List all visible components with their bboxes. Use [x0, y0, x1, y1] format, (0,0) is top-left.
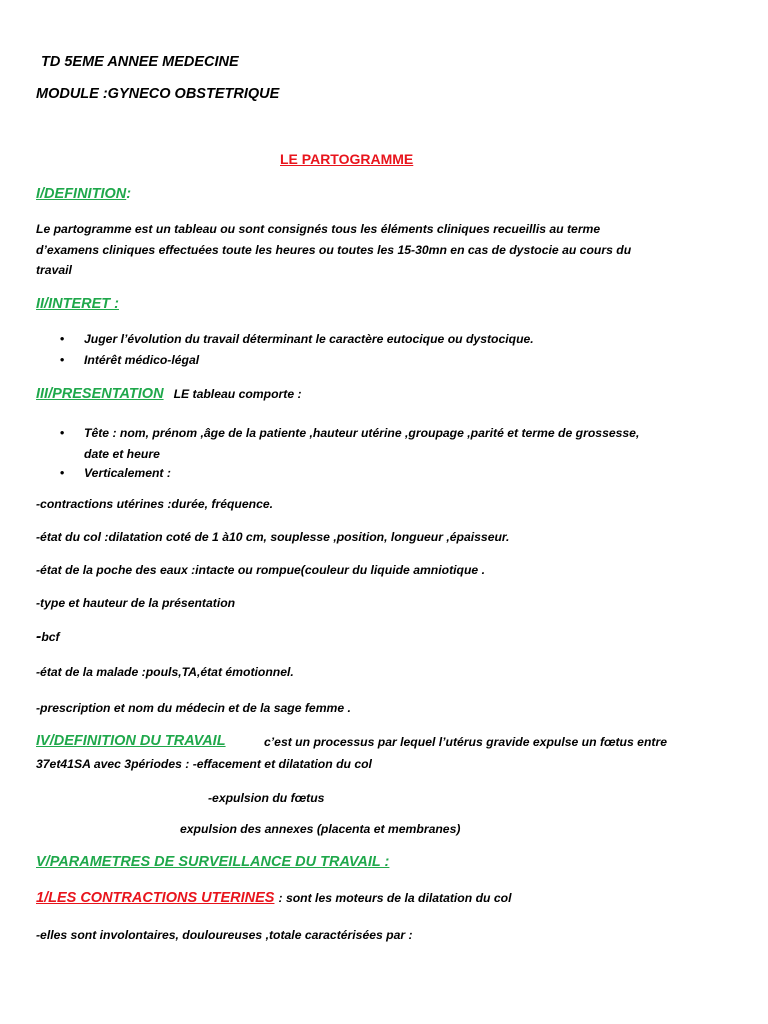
presentation-bullet-1-line-1: Tête : nom, prénom ,âge de la patiente ,hauteur utérine ,groupage ,parité et terme de grossesse, [84, 426, 640, 440]
presentation-bullet-2: • Verticalement : [60, 466, 639, 480]
travail-line-3: -expulsion du fœtus [208, 791, 325, 805]
section-interet-title: II/INTERET : [36, 296, 119, 312]
section-presentation-heading [36, 386, 302, 402]
presentation-item-6: -état de la malade :pouls,TA,état émotionnel. [36, 665, 294, 679]
subsection-contractions-text: : sont les moteurs de la dilatation du col [278, 891, 512, 905]
page-title: LE PARTOGRAMME [280, 151, 414, 167]
section-definition-heading [36, 186, 131, 202]
interet-bullet-1: • Juger l’évolution du travail déterminant le caractère eutocique ou dystocique. [60, 332, 534, 346]
interet-list [60, 332, 534, 367]
bcf-dash: - [36, 628, 42, 645]
presentation-item-7: -prescription et nom du médecin et de la sage femme . [36, 701, 351, 715]
presentation-item-3: -état de la poche des eaux :intacte ou rompue(couleur du liquide amniotique . [36, 563, 485, 577]
presentation-item-2: -état du col :dilatation coté de 1 à10 cm, souplesse ,position, longueur ,épaisseur. [36, 530, 510, 544]
section-surveillance-heading [36, 854, 389, 870]
presentation-item-1: -contractions utérines :durée, fréquence. [36, 497, 274, 511]
presentation-list [60, 423, 639, 480]
bcf-label: bcf [41, 630, 60, 644]
subsection-contractions-title: 1/LES CONTRACTIONS UTERINES [36, 890, 275, 906]
section-definition-colon: : [126, 186, 132, 202]
header-line-2: MODULE :GYNECO OBSTETRIQUE [36, 86, 280, 102]
section-presentation-title: III/PRESENTATION [36, 386, 164, 402]
definition-line-3: travail [36, 263, 72, 277]
section-presentation-suffix: LE tableau comporte : [173, 387, 302, 401]
section-surveillance-title: V/PARAMETRES DE SURVEILLANCE DU TRAVAIL : [36, 854, 390, 870]
contractions-line-1: -elles sont involontaires, douloureuses ,totale caractérisées par : [36, 928, 413, 942]
presentation-item-5 [36, 628, 60, 646]
definition-line-2: d’examens cliniques effectuées toute les heures ou toutes les 15-30mn en cas de dystocie au cours du [36, 243, 632, 257]
definition-line-1: Le partogramme est un tableau ou sont consignés tous les éléments cliniques recueillis au terme [36, 222, 601, 236]
section-travail-title: IV/DEFINITION DU TRAVAIL [36, 733, 226, 749]
header-line-1: TD 5EME ANNEE MEDECINE [41, 54, 239, 70]
subsection-contractions-heading [36, 890, 511, 906]
section-travail-heading [36, 733, 232, 749]
section-interet-heading [36, 296, 119, 312]
presentation-bullet-1 [60, 423, 639, 465]
section-definition-title: I/DEFINITION [36, 186, 127, 202]
travail-line-2: 37et41SA avec 3périodes : -effacement et dilatation du col [36, 757, 372, 771]
travail-line-1: c’est un processus par lequel l’utérus gravide expulse un fœtus entre [264, 735, 667, 749]
interet-bullet-2: • Intérêt médico-légal [60, 353, 534, 367]
travail-line-4: expulsion des annexes (placenta et membranes) [180, 822, 461, 836]
presentation-item-4: -type et hauteur de la présentation [36, 596, 236, 610]
presentation-bullet-1-line-2: date et heure [84, 447, 160, 461]
